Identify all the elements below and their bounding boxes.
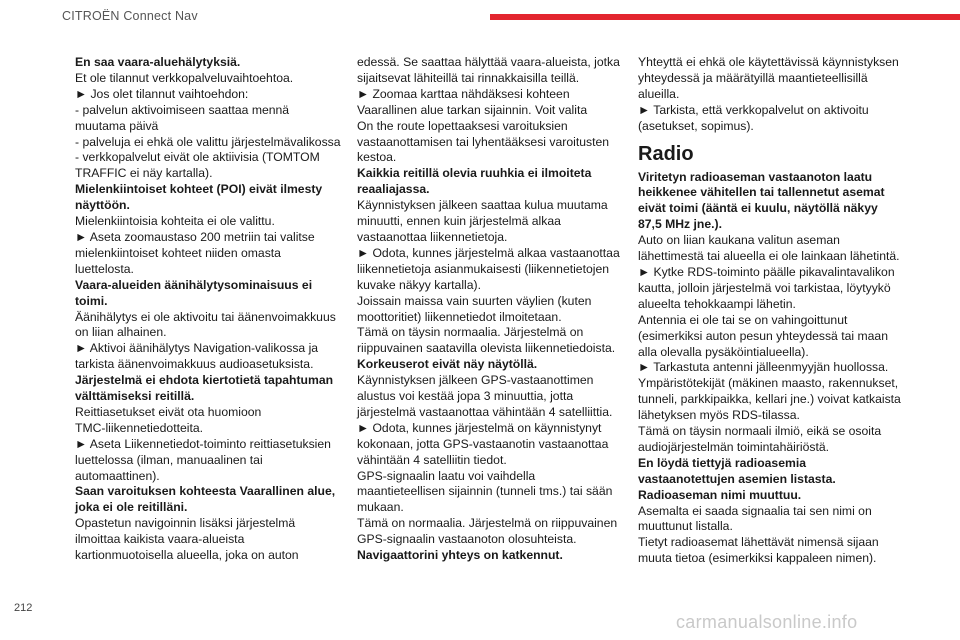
- text-line: Opastetun navigoinnin lisäksi järjestelmä: [75, 516, 296, 531]
- text-line: kestoa.: [357, 150, 397, 165]
- text-line: Antennia ei ole tai se on vahingoittunut: [638, 312, 848, 327]
- text-line: ► Aseta Liikennetiedot-toiminto reittiasetuksien: [75, 436, 331, 451]
- text-line: (asetukset, sopimus).: [638, 118, 754, 133]
- text-column-2: [357, 55, 629, 564]
- text-line: ilmoittaa kaikista vaara-alueista: [75, 532, 245, 547]
- text-line: moottoritiet) liikennetiedot ilmoitetaan.: [357, 309, 562, 324]
- text-line: GPS-signaalin vastaanoton olosuhteista.: [357, 532, 577, 547]
- manual-title: CITROËN Connect Nav: [62, 9, 198, 23]
- text-line: Äänihälytys ei ole aktivoitu tai äänenvoimakkuus: [75, 309, 336, 324]
- text-line: tarkista äänenvoimakkuus audioasetuksista.: [75, 357, 314, 372]
- text-line: mielenkiintoiset kohteet niiden omasta: [75, 245, 281, 260]
- bold-text-line: vastaanotettujen asemien listasta.: [638, 471, 836, 486]
- text-column-1: [75, 55, 347, 564]
- text-line: TMC-liikennetiedotteita.: [75, 420, 204, 435]
- text-line: järjestelmä vastaanottaa vähintään 4 satelliittia.: [357, 404, 613, 419]
- text-line: Vaarallinen alue tarkan sijainnin. Voit valita: [357, 102, 588, 117]
- text-line: vähintään 4 satelliitin tiedot.: [357, 452, 507, 467]
- text-line: ► Aseta zoomaustaso 200 metriin tai valitse: [75, 229, 315, 244]
- bold-text-line: Järjestelmä ei ehdota kiertotietä tapahtuman: [75, 373, 334, 388]
- bold-text-line: Korkeuserot eivät näy näytöllä.: [357, 357, 538, 372]
- text-line: Tämä on normaalia. Järjestelmä on riippuvainen: [357, 516, 618, 531]
- bold-text-line: joka ei ole reitilläni.: [75, 500, 188, 515]
- text-line: Auto on liian kaukana valitun aseman: [638, 233, 840, 248]
- text-line: ► Aktivoi äänihälytys Navigation-valikossa ja: [75, 341, 319, 356]
- text-line: audiojärjestelmän toimintahäiriöstä.: [638, 439, 830, 454]
- text-line: ► Tarkastuta antenni jälleenmyyjän huollossa.: [638, 360, 889, 375]
- text-line: riippuvainen saatavilla olevista liikennetiedoista.: [357, 341, 616, 356]
- text-line: liikennetietoja asianmukaisesti (liikennetietojen: [357, 261, 610, 276]
- text-line: Tämä on täysin normaalia. Järjestelmä on: [357, 325, 584, 340]
- text-line: Käynnistyksen jälkeen saattaa kulua muutama: [357, 198, 608, 213]
- text-line: - palveluja ei ehkä ole valittu järjestelmävalikossa: [75, 134, 341, 149]
- text-line: TRAFFIC ei näy kartalla).: [75, 166, 213, 181]
- text-line: - verkkopalvelut eivät ole aktiivisia (TOMTOM: [75, 150, 320, 165]
- text-line: tunneli, parkkipaikka, kellari jne.) voivat katkaista: [638, 392, 901, 407]
- text-line: luettelossa (ilman, manuaalinen tai: [75, 452, 263, 467]
- bold-text-line: Vaara-alueiden äänihälytysominaisuus ei: [75, 277, 313, 292]
- text-line: alla olevalla pysäköintialueella).: [638, 344, 809, 359]
- bold-text-line: Radioaseman nimi muuttuu.: [638, 487, 802, 502]
- text-line: on liian alhainen.: [75, 325, 167, 340]
- text-line: kautta, jolloin järjestelmä voi tarkistaa, löytyykö: [638, 280, 891, 295]
- text-line: luettelosta.: [75, 261, 134, 276]
- text-line: ► Jos olet tilannut vaihtoehdon:: [75, 86, 249, 101]
- page-number: 212: [14, 602, 33, 614]
- text-line: On the route lopettaaksesi varoituksien: [357, 118, 568, 133]
- text-line: Ympäristötekijät (mäkinen maasto, rakennukset,: [638, 376, 899, 391]
- bold-text-line: Viritetyn radioaseman vastaanoton laatu: [638, 169, 873, 184]
- bold-text-line: Kaikkia reitillä olevia ruuhkia ei ilmoiteta: [357, 166, 592, 181]
- text-line: Reittiasetukset eivät ota huomioon: [75, 404, 262, 419]
- header-accent-bar: [490, 14, 960, 20]
- bold-text-line: Mielenkiintoiset kohteet (POI) eivät ilmesty: [75, 182, 323, 197]
- bold-text-line: näyttöön.: [75, 198, 130, 213]
- text-line: lähetyksen myös RDS-tilassa.: [638, 408, 800, 423]
- text-line: maantieteellisen sijainnin (tunneli tms.) tai sään: [357, 484, 613, 499]
- section-heading: Radio: [638, 142, 694, 165]
- text-line: Käynnistyksen jälkeen GPS-vastaanottimen: [357, 373, 594, 388]
- text-line: ► Odota, kunnes järjestelmä alkaa vastaanottaa: [357, 245, 620, 260]
- text-line: ► Tarkista, että verkkopalvelut on aktivoitu: [638, 102, 869, 117]
- bold-text-line: En saa vaara-aluehälytyksiä.: [75, 55, 241, 69]
- text-line: muuttunut listalla.: [638, 519, 733, 534]
- text-line: Asemalta ei saada signaalia tai sen nimi on: [638, 503, 872, 518]
- text-line: ► Kytke RDS-toiminto päälle pikavalintavalikon: [638, 264, 895, 279]
- bold-text-line: toimi.: [75, 293, 108, 308]
- text-line: Yhteyttä ei ehkä ole käytettävissä käynnistyksen: [638, 55, 899, 69]
- text-line: sijaitsevat lähiteillä tai rinnakkaisilla teillä.: [357, 70, 580, 85]
- text-line: kartionmuotoisella alueella, joka on auton: [75, 548, 299, 563]
- text-line: muutama päivä: [75, 118, 159, 133]
- text-line: vastaanottaa liikennetietoja.: [357, 229, 508, 244]
- bold-text-line: reaaliajassa.: [357, 182, 430, 197]
- text-line: alustus voi kestää jopa 3 minuuttia, jotta: [357, 389, 574, 404]
- text-column-3: [638, 55, 910, 567]
- text-line: Joissain maissa vain suurten väylien (kuten: [357, 293, 592, 308]
- bold-text-line: 87,5 MHz jne.).: [638, 217, 722, 232]
- text-line: alueelta tehokkaampi lähetin.: [638, 296, 796, 311]
- text-line: Et ole tilannut verkkopalveluvaihtoehtoa.: [75, 70, 294, 85]
- bold-text-line: heikkenee vähitellen tai tallennetut asemat: [638, 185, 885, 200]
- bold-text-line: En löydä tiettyjä radioasemia: [638, 455, 806, 470]
- bold-text-line: eivät toimi (ääntä ei kuulu, näytöllä näkyy: [638, 201, 878, 216]
- text-line: ► Odota, kunnes järjestelmä on käynnistynyt: [357, 420, 602, 435]
- bold-text-line: Navigaattorini yhteys on katkennut.: [357, 548, 563, 563]
- text-line: edessä. Se saattaa hälyttää vaara-alueista, jotka: [357, 55, 620, 69]
- text-line: yhteydessä ja määrätyillä maantieteellisillä: [638, 70, 868, 85]
- bold-text-line: välttämiseksi reitillä.: [75, 389, 195, 404]
- text-line: alueilla.: [638, 86, 680, 101]
- text-line: kokonaan, jotta GPS-vastaanotin vastaanottaa: [357, 436, 609, 451]
- text-line: ► Zoomaa karttaa nähdäksesi kohteen: [357, 86, 570, 101]
- text-line: (esimerkiksi auton pesun yhteydessä tai maan: [638, 328, 888, 343]
- text-line: Mielenkiintoisia kohteita ei ole valittu.: [75, 214, 275, 229]
- watermark-text: carmanualsonline.info: [676, 612, 858, 632]
- text-line: vastaanottamisen tai lyhentääksesi varoitusten: [357, 134, 610, 149]
- text-line: GPS-signaalin laatu voi vaihdella: [357, 468, 536, 483]
- bold-text-line: Saan varoituksen kohteesta Vaarallinen alue,: [75, 484, 336, 499]
- text-line: - palvelun aktivoimiseen saattaa mennä: [75, 102, 290, 117]
- text-line: mukaan.: [357, 500, 404, 515]
- text-line: Tietyt radioasemat lähettävät nimensä sijaan: [638, 535, 879, 550]
- text-line: automaattinen).: [75, 468, 160, 483]
- text-line: lähettimestä tai alueella ei ole lainkaan lähetintä.: [638, 249, 900, 264]
- text-line: minuutti, ennen kuin järjestelmä alkaa: [357, 214, 561, 229]
- text-line: Tämä on täysin normaali ilmiö, eikä se osoita: [638, 424, 882, 439]
- text-line: kuvake näkyy kartalla).: [357, 277, 481, 292]
- text-line: muuta tietoa (esimerkiksi kappaleen nimen).: [638, 551, 877, 566]
